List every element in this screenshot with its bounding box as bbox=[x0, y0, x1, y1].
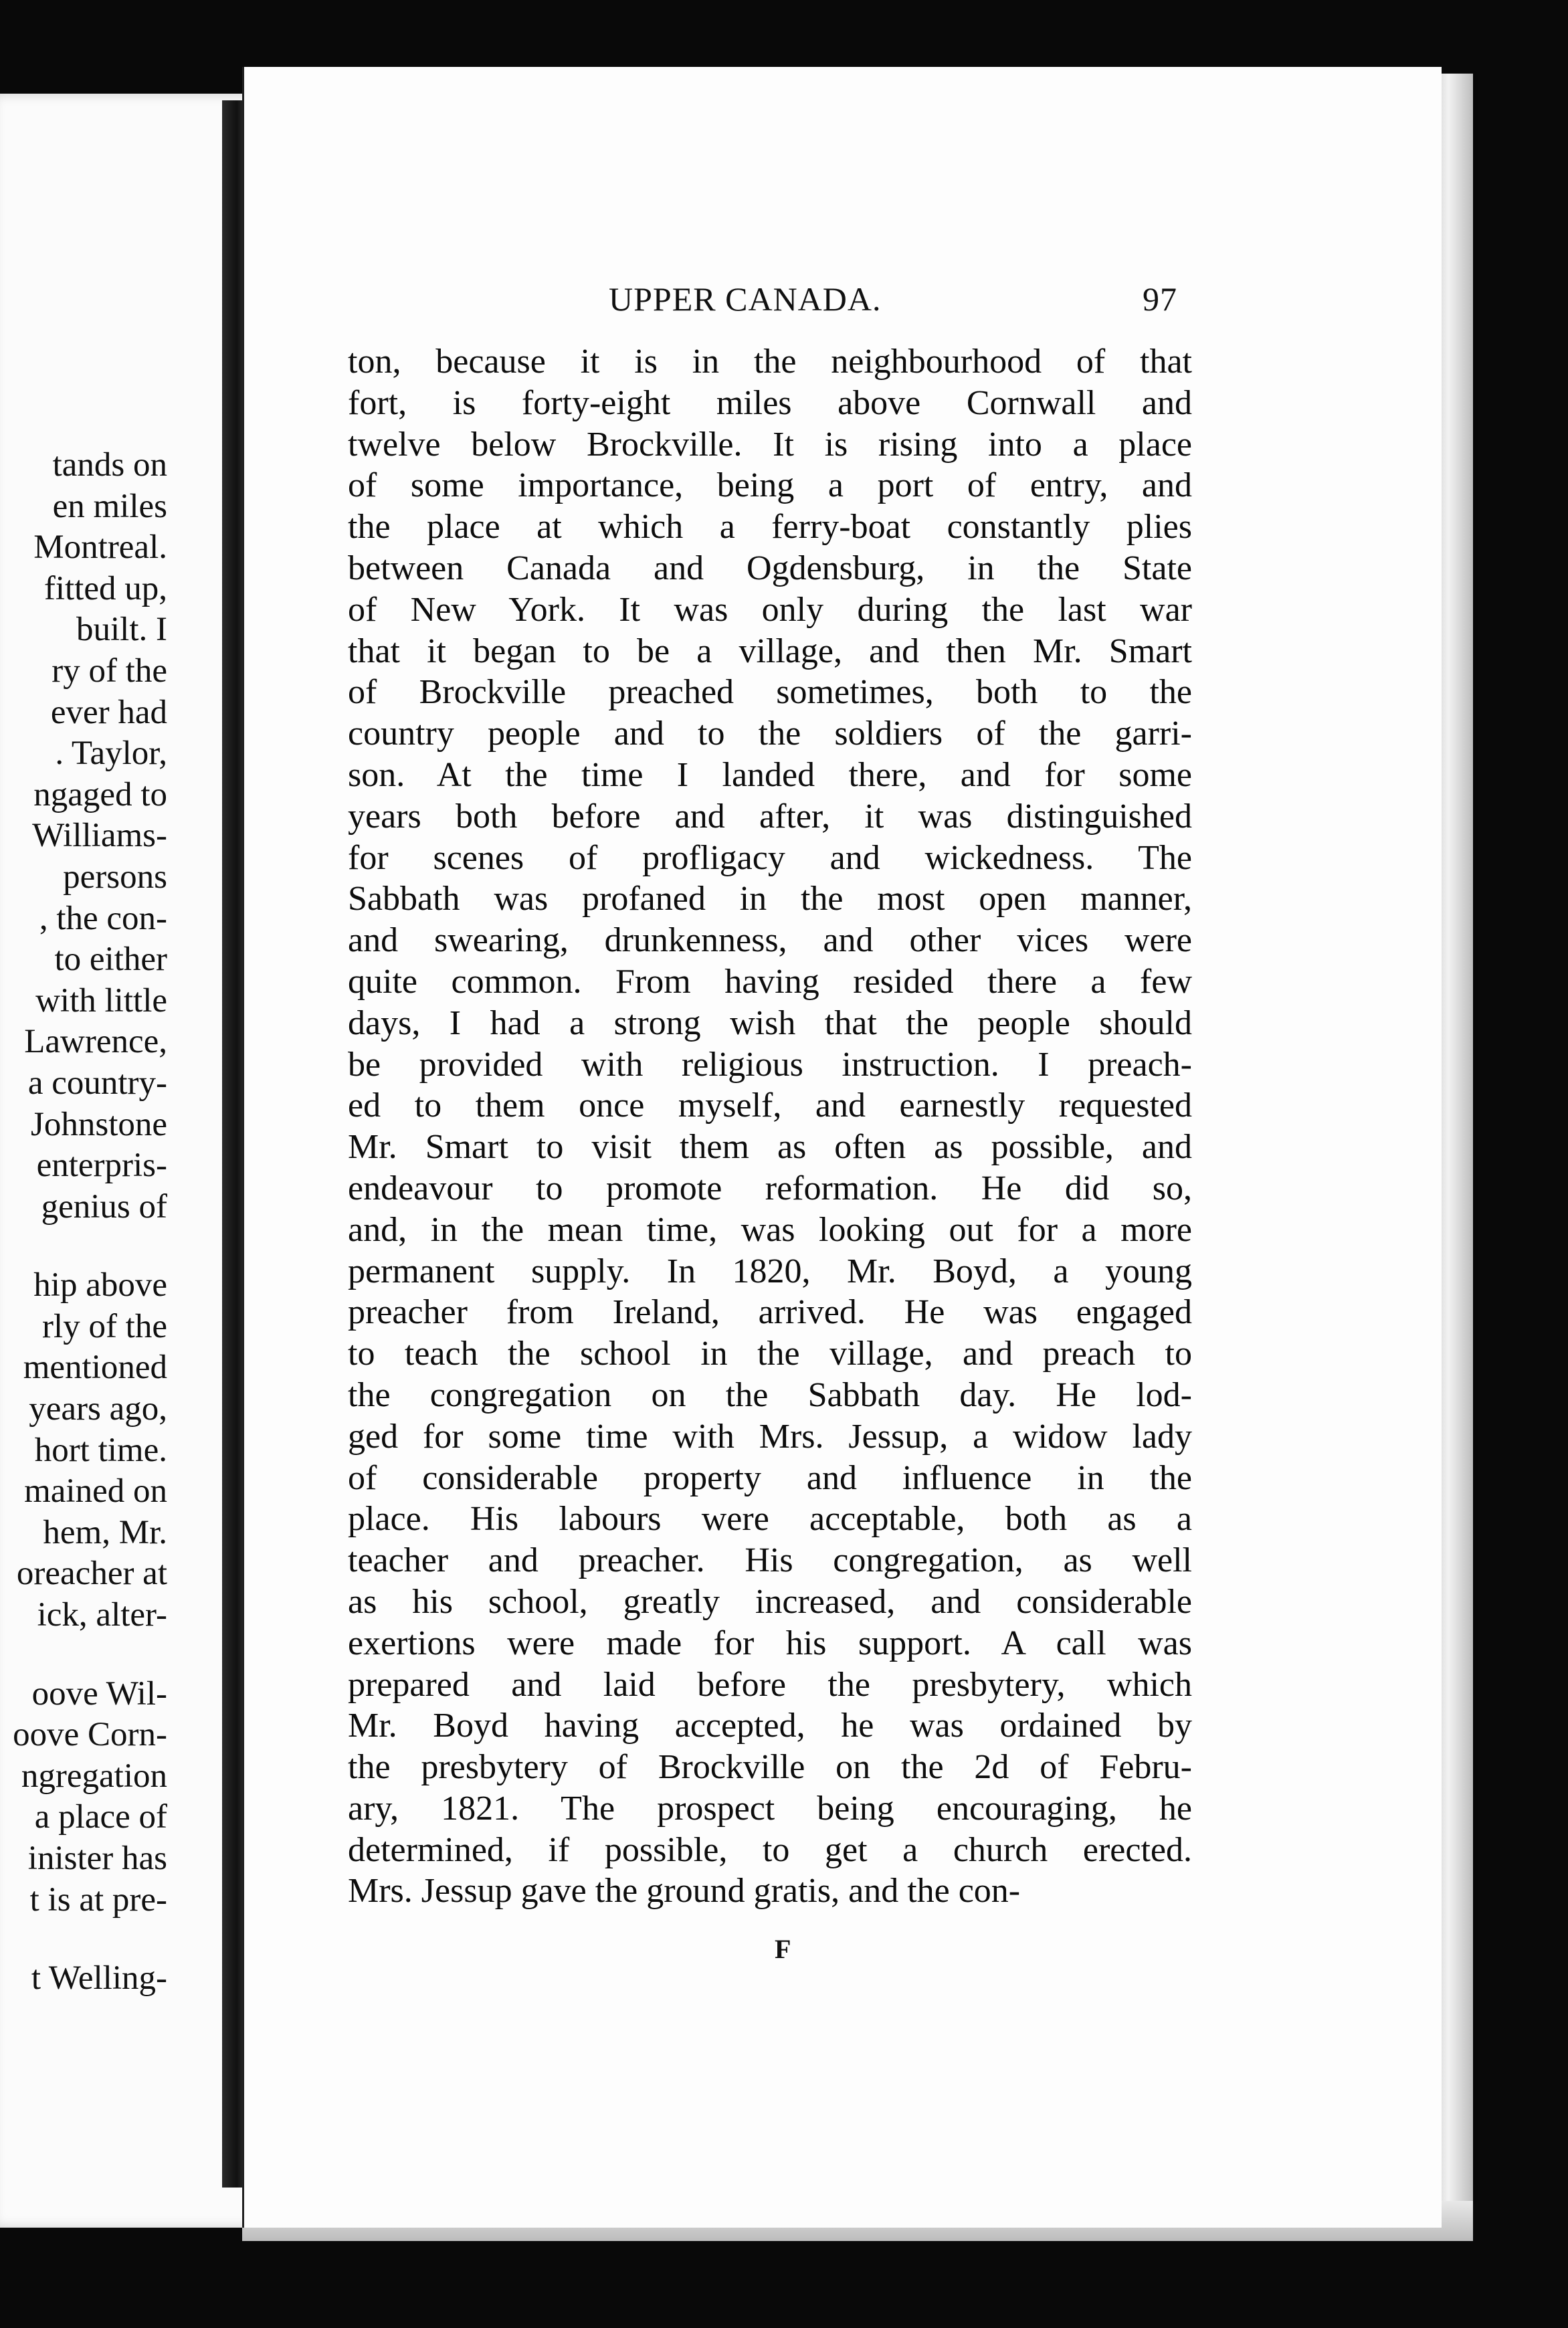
facing-line: hip above bbox=[33, 1266, 167, 1304]
facing-line: a country- bbox=[27, 1064, 167, 1102]
text-line: permanent supply. In 1820, Mr. Boyd, a young bbox=[348, 1252, 1192, 1290]
facing-line: en miles bbox=[52, 487, 167, 525]
text-line: exertions were made for his support. A call was bbox=[348, 1624, 1192, 1662]
facing-line: ngaged to bbox=[33, 775, 167, 813]
facing-line: Johnstone bbox=[31, 1105, 167, 1143]
text-line: prepared and laid before the presbytery, which bbox=[348, 1665, 1192, 1704]
text-line: Mr. Smart to visit them as often as possible, and bbox=[348, 1128, 1192, 1167]
facing-line: Williams- bbox=[32, 817, 167, 855]
page-number: 97 bbox=[1143, 280, 1177, 318]
text-line: country people and to the soldiers of the garri- bbox=[348, 714, 1192, 753]
text-line: of considerable property and influence in the bbox=[348, 1458, 1192, 1497]
facing-line: oreacher at bbox=[16, 1555, 167, 1593]
text-line: ged for some time with Mrs. Jessup, a widow lady bbox=[348, 1417, 1192, 1456]
text-line: ary, 1821. The prospect being encouraging, he bbox=[348, 1789, 1192, 1828]
text-line: be provided with religious instruction. I preach- bbox=[348, 1045, 1192, 1084]
facing-line: hort time. bbox=[34, 1431, 167, 1469]
facing-line: t Welling- bbox=[31, 1959, 167, 1998]
facing-line: persons bbox=[63, 858, 167, 896]
text-line: the place at which a ferry-boat constantly plies bbox=[348, 508, 1192, 547]
text-line: Mr. Boyd having accepted, he was ordained by bbox=[348, 1707, 1192, 1745]
facing-line: ever had bbox=[50, 693, 167, 731]
text-line: teacher and preacher. His congregation, as well bbox=[348, 1541, 1192, 1580]
signature-mark: F bbox=[775, 1934, 791, 1964]
text-line: fort, is forty-eight miles above Cornwall and bbox=[348, 383, 1192, 422]
text-line: as his school, greatly increased, and considerable bbox=[348, 1582, 1192, 1621]
paragraph-gap bbox=[13, 1921, 167, 1958]
paragraph-gap bbox=[13, 1636, 167, 1674]
facing-line: with little bbox=[35, 981, 167, 1020]
facing-line: oove Wil- bbox=[31, 1674, 167, 1713]
facing-line: ngregation bbox=[21, 1757, 167, 1795]
facing-page-text bbox=[13, 445, 167, 2000]
text-line: to teach the school in the village, and preach to bbox=[348, 1335, 1192, 1373]
text-line: of New York. It was only during the last war bbox=[348, 590, 1192, 629]
text-line: quite common. From having resided there a few bbox=[348, 962, 1192, 1001]
text-line: endeavour to promote reformation. He did so, bbox=[348, 1169, 1192, 1207]
body-text bbox=[348, 341, 1192, 1912]
text-line: preacher from Ireland, arrived. He was engaged bbox=[348, 1293, 1192, 1332]
facing-line: mained on bbox=[24, 1472, 167, 1511]
facing-line: built. I bbox=[76, 611, 167, 649]
text-line: ton, because it is in the neighbourhood of that bbox=[348, 343, 1192, 381]
facing-line: fitted up, bbox=[43, 569, 167, 607]
facing-line: , the con- bbox=[39, 899, 167, 937]
facing-line: Lawrence, bbox=[24, 1023, 167, 1061]
running-head-title: UPPER CANADA. bbox=[609, 280, 882, 318]
paragraph-gap bbox=[13, 1228, 167, 1265]
text-line: and swearing, drunkenness, and other vices were bbox=[348, 921, 1192, 960]
facing-line: a place of bbox=[34, 1798, 167, 1836]
text-line: son. At the time I landed there, and for some bbox=[348, 755, 1192, 794]
facing-line: . Taylor, bbox=[55, 735, 167, 773]
text-line: for scenes of profligacy and wickedness. The bbox=[348, 838, 1192, 877]
facing-line: to either bbox=[54, 941, 167, 979]
text-line: the congregation on the Sabbath day. He lod- bbox=[348, 1375, 1192, 1414]
facing-line: hem, Mr. bbox=[43, 1513, 167, 1551]
text-line: determined, if possible, to get a church erected. bbox=[348, 1830, 1192, 1869]
facing-line: Montreal. bbox=[33, 528, 167, 567]
facing-line: ick, alter- bbox=[37, 1596, 167, 1634]
facing-line: genius of bbox=[41, 1187, 167, 1226]
facing-line: years ago, bbox=[29, 1390, 167, 1428]
facing-line: enterpris- bbox=[36, 1147, 167, 1185]
text-line: Sabbath was profaned in the most open manner, bbox=[348, 880, 1192, 918]
text-line: and, in the mean time, was looking out for a more bbox=[348, 1210, 1192, 1249]
text-line: place. His labours were acceptable, both as a bbox=[348, 1500, 1192, 1539]
text-line: ed to them once myself, and earnestly requested bbox=[348, 1086, 1192, 1125]
text-line: of some importance, being a port of entry, and bbox=[348, 466, 1192, 505]
facing-line: t is at pre- bbox=[29, 1880, 167, 1919]
text-line: between Canada and Ogdensburg, in the State bbox=[348, 549, 1192, 587]
facing-line: tands on bbox=[52, 446, 167, 484]
text-line: that it began to be a village, and then Mr. Smart bbox=[348, 632, 1192, 670]
text-line: Mrs. Jessup gave the ground gratis, and the con- bbox=[348, 1872, 1021, 1911]
facing-line: oove Corn- bbox=[13, 1716, 167, 1754]
text-line: years both before and after, it was distinguished bbox=[348, 797, 1192, 836]
text-line: twelve below Brockville. It is rising into a place bbox=[348, 425, 1192, 464]
text-line: the presbytery of Brockville on the 2d of Febru- bbox=[348, 1748, 1192, 1787]
facing-line: mentioned bbox=[23, 1349, 167, 1387]
facing-line: inister has bbox=[27, 1840, 167, 1877]
text-line: days, I had a strong wish that the people should bbox=[348, 1003, 1192, 1042]
facing-line: ry of the bbox=[52, 652, 167, 690]
text-line: of Brockville preached sometimes, both to the bbox=[348, 673, 1192, 712]
facing-line: rly of the bbox=[42, 1307, 167, 1345]
